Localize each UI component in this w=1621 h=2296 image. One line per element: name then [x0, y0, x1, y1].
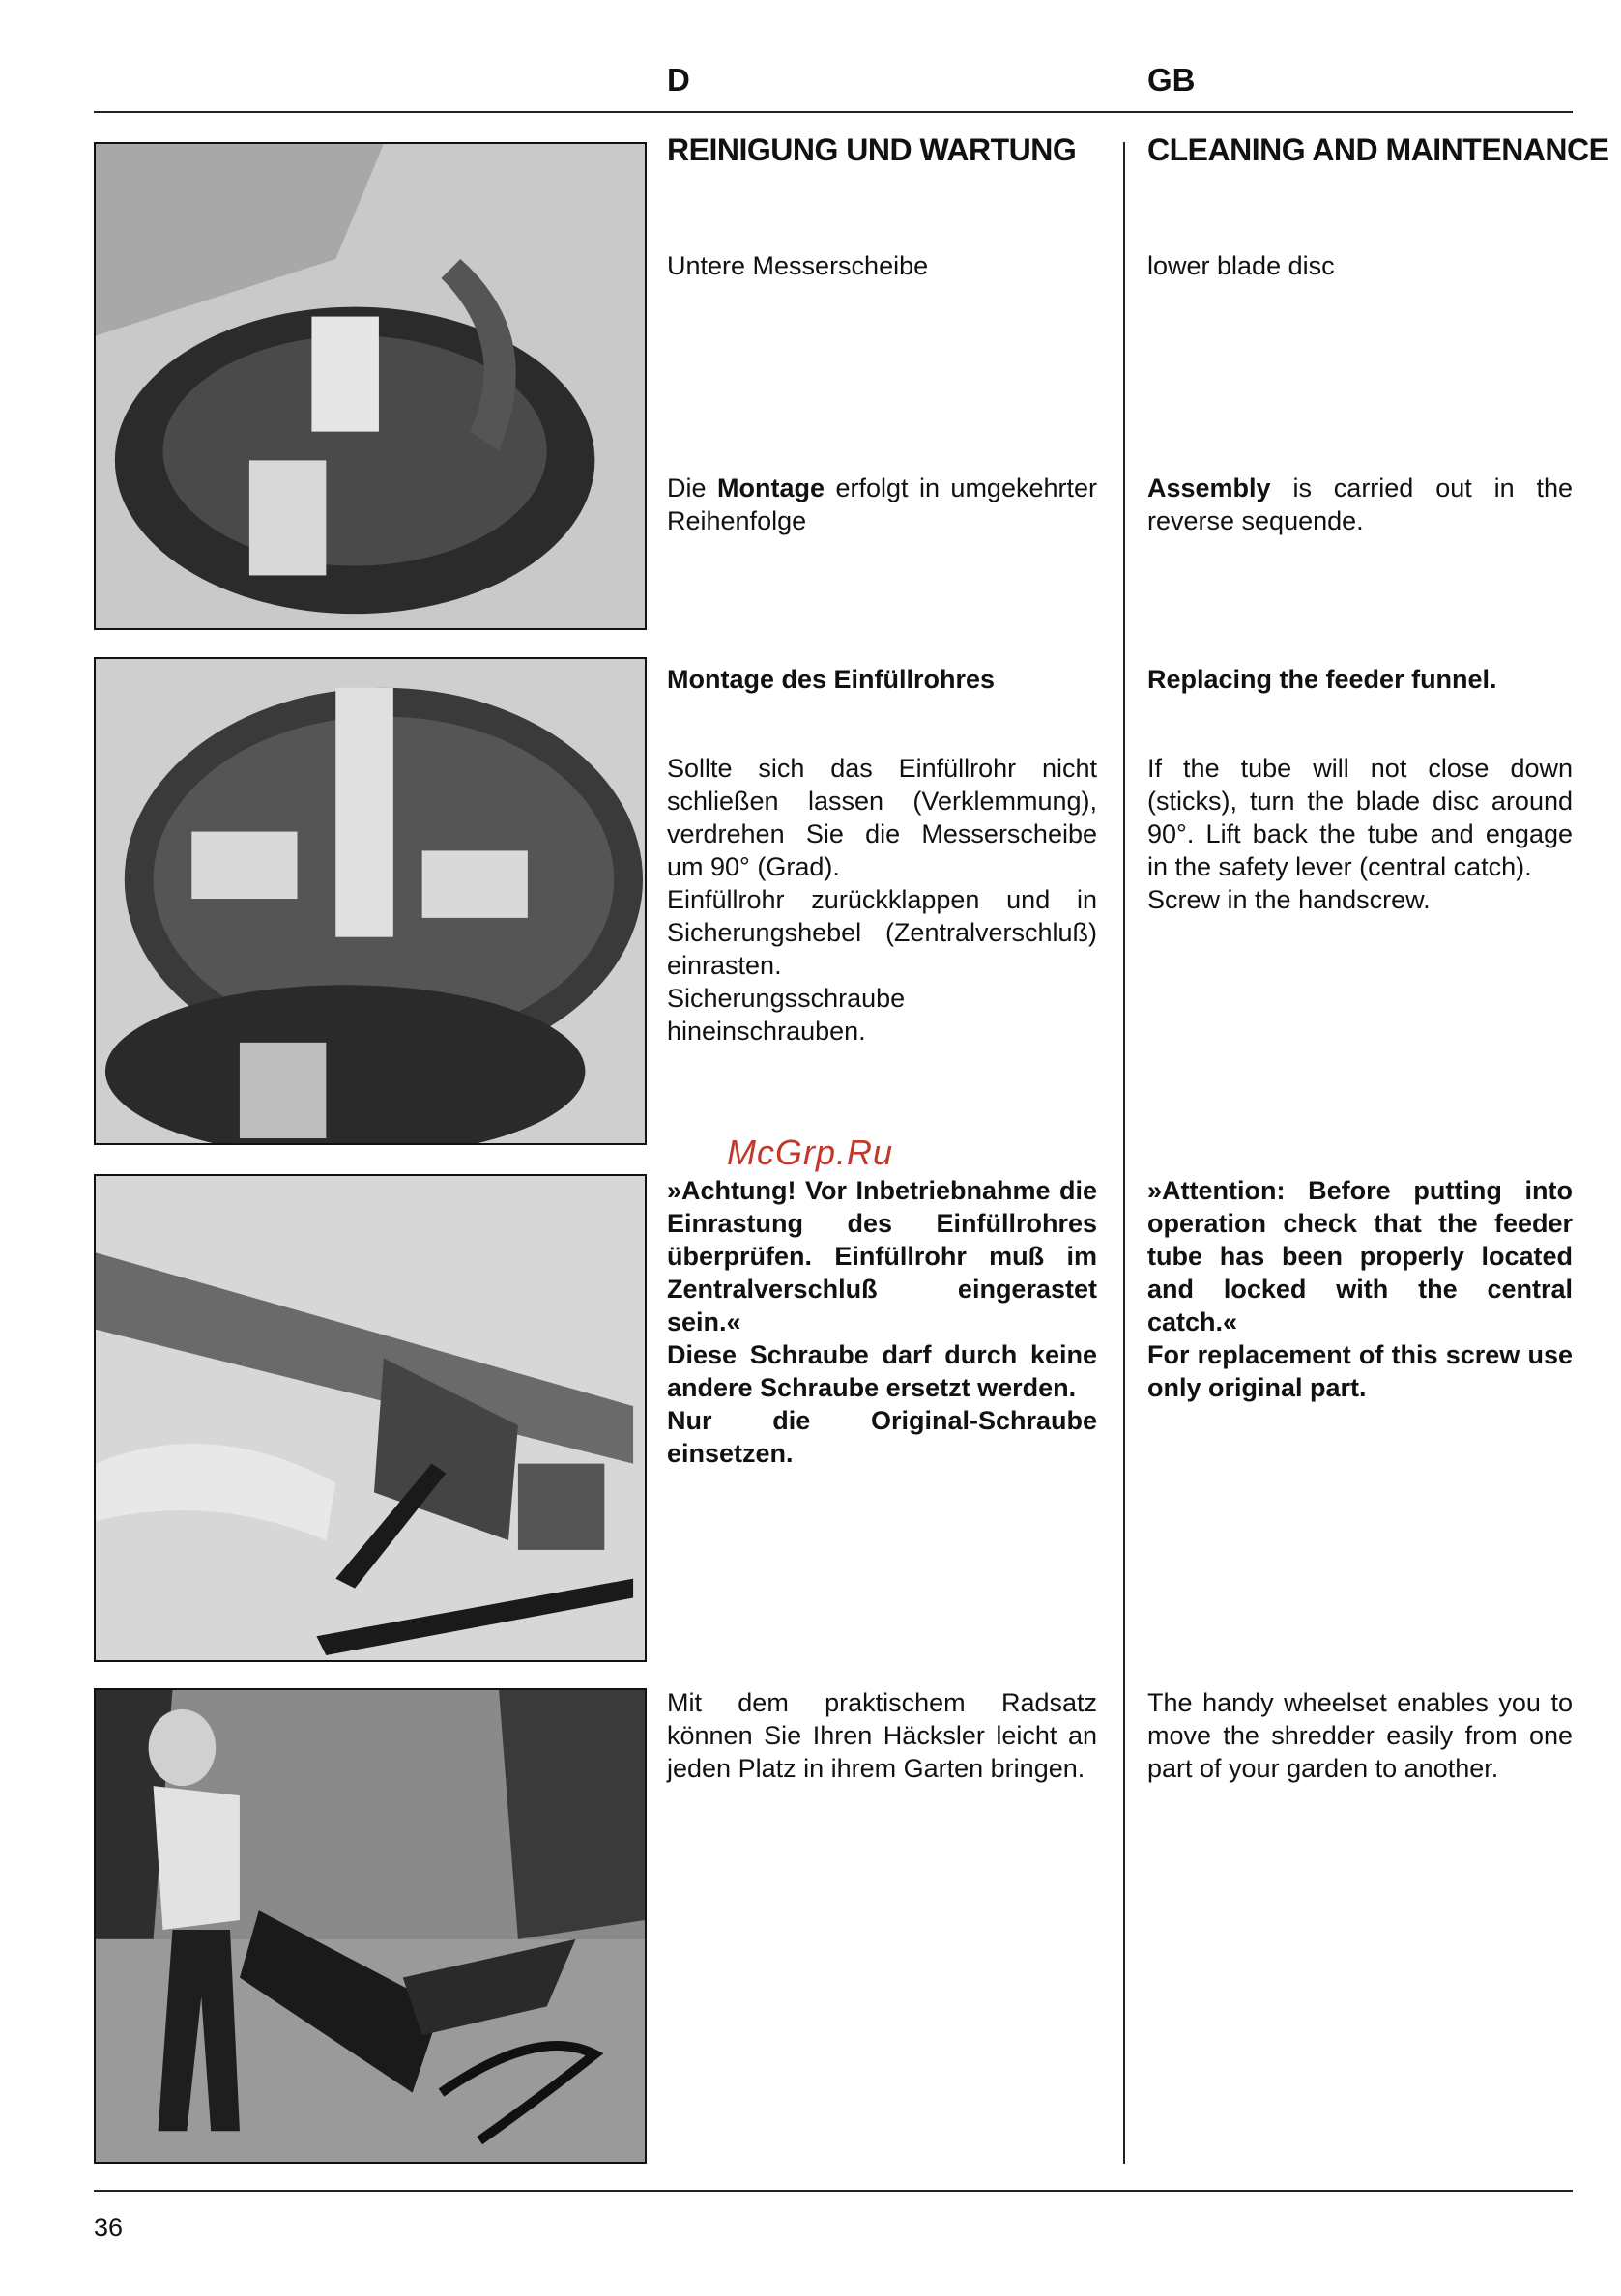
watermark: McGrp.Ru	[727, 1133, 894, 1172]
de-assembly-bold: Montage	[716, 474, 825, 502]
de-feeder-title: Montage des Einfüllrohres	[667, 665, 996, 694]
de-section-title: REINIGUNG UND WARTUNG	[667, 132, 1077, 167]
photo-garden-wheelset	[94, 1688, 647, 2164]
de-assembly-text	[667, 472, 1097, 537]
gb-attention-text	[1147, 1174, 1573, 1404]
de-feeder-line: Einfüllrohr zurückklappen und in Sicherungshebel (Zentralverschluß) einrasten.	[667, 885, 1097, 980]
de-assembly-prefix: Die	[667, 474, 717, 502]
gb-assembly-bold: Assembly	[1147, 474, 1271, 502]
column-divider	[1123, 142, 1125, 2164]
de-attention-text	[667, 1174, 1097, 1470]
header-lang-de: D	[667, 62, 690, 98]
photo-central-catch	[94, 1174, 647, 1662]
gb-lower-blade-disc-text: lower blade disc	[1147, 251, 1335, 280]
header-lang-gb: GB	[1147, 62, 1196, 98]
gb-attention-line: For replacement of this screw use only original part.	[1147, 1340, 1573, 1402]
header-rule	[94, 111, 1573, 113]
photo-lower-blade-disc	[94, 142, 647, 630]
de-assembly-rest: erfolgt in umgekehrter Reihenfolge	[667, 474, 1097, 535]
de-attention-line: Nur die Original-Schraube einsetzen.	[667, 1406, 1097, 1468]
de-lower-blade-disc-text: Untere Messerscheibe	[667, 251, 929, 280]
gb-feeder-line: Screw in the handscrew.	[1147, 885, 1431, 914]
gb-wheelset-text: The handy wheelset enables you to move the shredder easily from one part of your garden to another.	[1147, 1688, 1573, 1783]
page-number: 36	[94, 2213, 124, 2242]
de-wheelset-text: Mit dem praktischem Radsatz können Sie Ihren Häcksler leicht an jeden Platz in ihrem Garten bringen.	[667, 1688, 1097, 1783]
gb-assembly-rest: is carried out in the reverse sequende.	[1147, 474, 1573, 535]
gb-feeder-title: Replacing the feeder funnel.	[1147, 665, 1497, 694]
de-feeder-text	[667, 752, 1097, 1048]
de-feeder-line: Sollte sich das Einfüllrohr nicht schließen lassen (Verklemmung), verdrehen Sie die Messerscheibe um 90° (Grad).	[667, 754, 1097, 881]
gb-attention-line: »Attention: Before putting into operation check that the feeder tube has been properly located and locked with the central catch.«	[1147, 1176, 1573, 1336]
de-attention-line: Diese Schraube darf durch keine andere Schraube ersetzt werden.	[667, 1340, 1097, 1402]
gb-assembly-text	[1147, 472, 1573, 537]
photo-feeder-funnel	[94, 657, 647, 1145]
gb-feeder-text	[1147, 752, 1573, 916]
de-feeder-line: Sicherungsschraube hineinschrauben.	[667, 984, 906, 1046]
gb-section-title: CLEANING AND MAINTENANCE	[1147, 132, 1609, 167]
gb-feeder-line: If the tube will not close down (sticks), turn the blade disc around 90°. Lift back the tube and engage in the safety lever (central catch).	[1147, 754, 1573, 881]
footer-rule	[94, 2190, 1573, 2192]
de-attention-line: »Achtung! Vor Inbetriebnahme die Einrastung des Einfüllrohres überprüfen. Einfüllrohr muß im Zentralverschluß eingerastet sein.«	[667, 1176, 1097, 1336]
